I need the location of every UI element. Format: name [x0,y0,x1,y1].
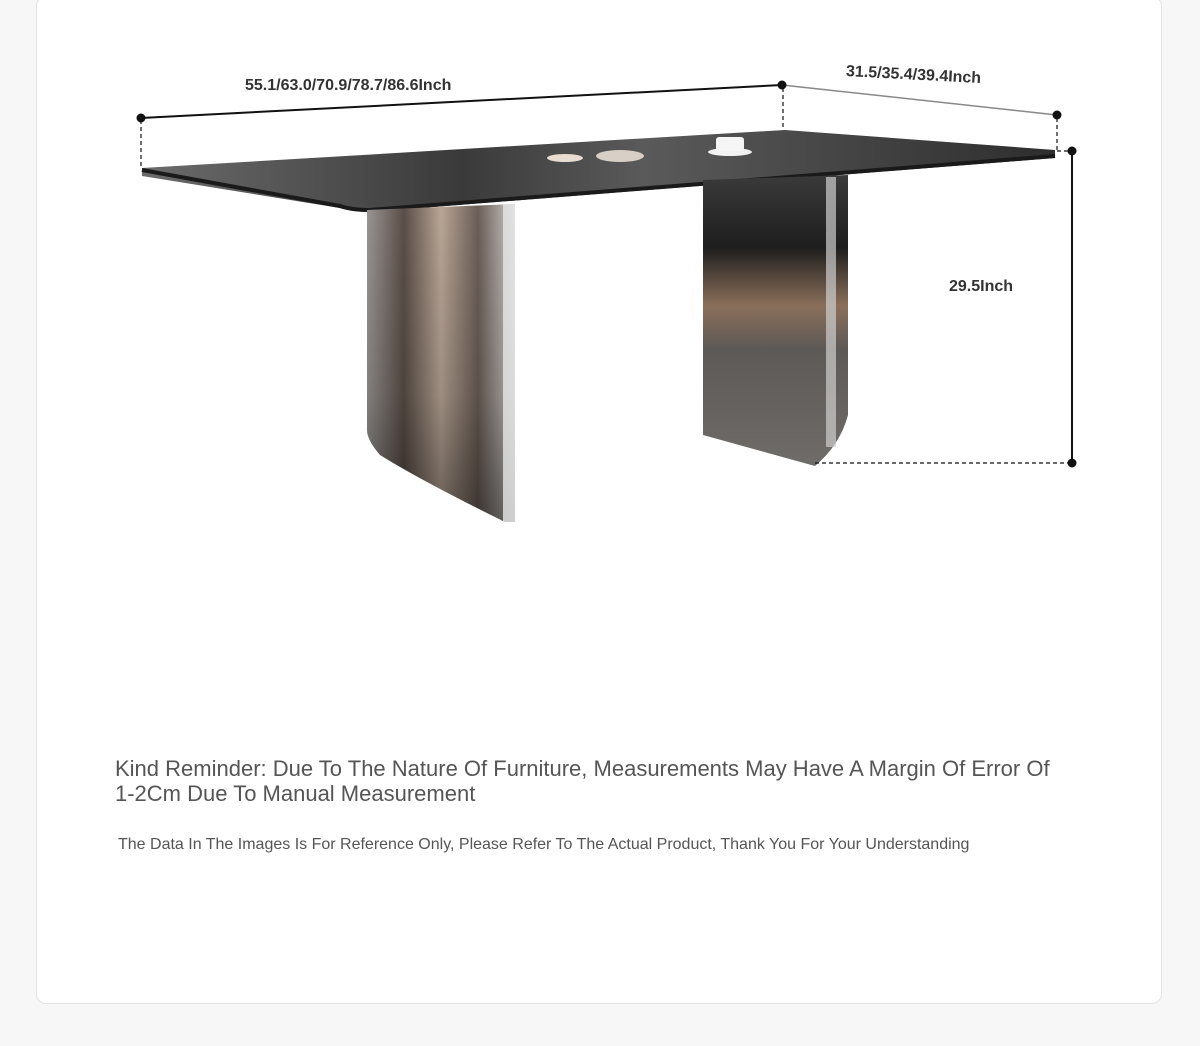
dimension-lines [137,81,1076,467]
measurement-reminder: Kind Reminder: Due To The Nature Of Furniture, Measurements May Have A Margin Of Error Of 1-2Cm Due To Manual Measurement [115,756,1050,806]
depth-dimension-label: 31.5/35.4/39.4Inch [845,63,982,88]
width-dimension-label: 55.1/63.0/70.9/78.7/86.6Inch [245,77,452,94]
table-top [142,130,1055,212]
reference-disclaimer: The Data In The Images Is For Reference Only, Please Refer To The Actual Product, Thank You For Your Understanding [118,836,970,853]
height-dimension-label: 29.5Inch [949,278,1014,295]
cup-decoration [716,137,744,151]
plate-decoration [547,154,583,162]
bowl-decoration [596,150,644,162]
